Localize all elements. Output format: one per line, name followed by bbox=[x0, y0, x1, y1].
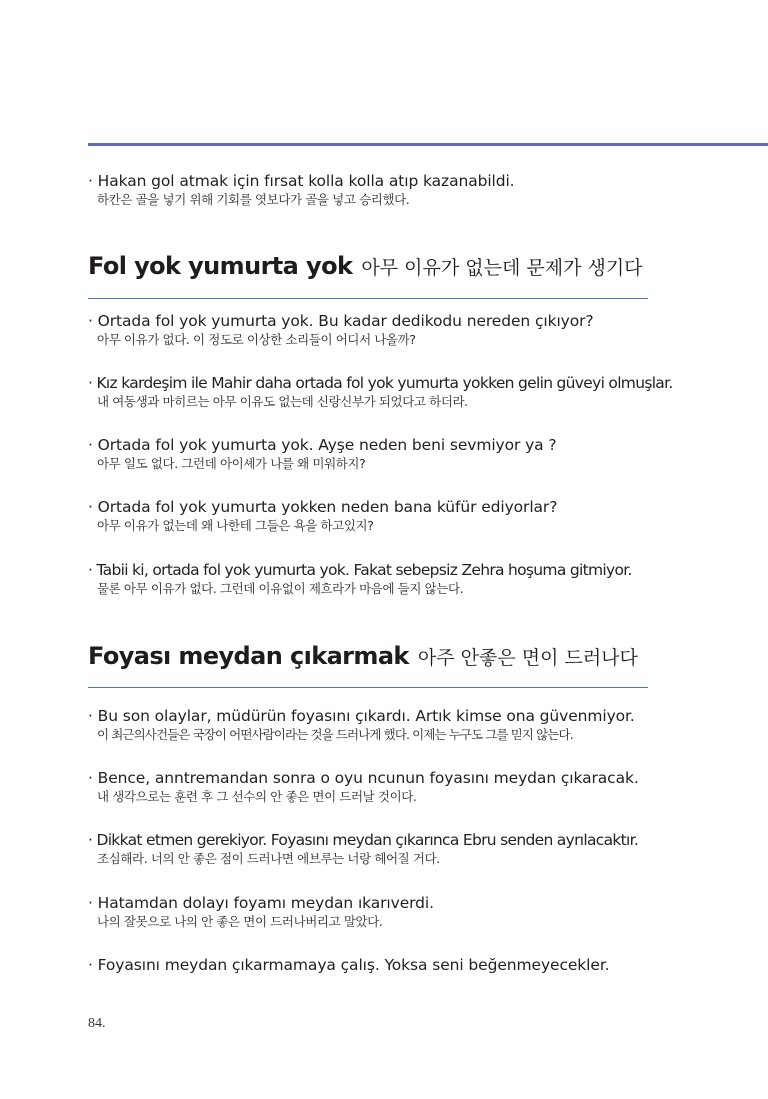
section-heading bbox=[88, 642, 638, 670]
turkish-sentence: · Dikkat etmen gerekiyor. Foyasını meydan çıkarınca Ebru senden ayrılacaktır. bbox=[88, 831, 639, 849]
korean-translation: 아무 이유가 없는데 왜 나한테 그들은 욕을 하고있지? bbox=[97, 518, 374, 533]
example-item bbox=[88, 373, 673, 411]
page-number: 84. bbox=[88, 1016, 106, 1031]
korean-translation: 나의 잘못으로 나의 안 좋은 면이 드러나버리고 말았다. bbox=[97, 914, 383, 929]
turkish-sentence: · Hatamdan dolayı foyamı meydan ıkarıverdi. bbox=[88, 894, 434, 912]
heading-korean: 아무 이유가 없는데 문제가 생기다 bbox=[361, 257, 643, 279]
example-item bbox=[88, 830, 668, 868]
example-item bbox=[88, 893, 668, 931]
heading-korean: 아주 안좋은 면이 드러나다 bbox=[417, 647, 638, 669]
example-item bbox=[88, 706, 668, 744]
example-item bbox=[88, 955, 668, 975]
turkish-sentence: · Hakan gol atmak için fırsat kolla kolla atıp kazanabildi. bbox=[88, 172, 515, 190]
korean-translation: 물론 아무 이유가 없다. 그런데 이유없이 제흐라가 마음에 들지 않는다. bbox=[97, 581, 464, 596]
section-rule bbox=[88, 298, 648, 299]
example-item bbox=[88, 171, 668, 209]
example-item bbox=[88, 435, 668, 473]
turkish-sentence: · Tabii ki, ortada fol yok yumurta yok. Fakat sebepsiz Zehra hoşuma gitmiyor. bbox=[88, 561, 632, 579]
turkish-sentence: · Ortada fol yok yumurta yok. Bu kadar dedikodu nereden çıkıyor? bbox=[88, 312, 594, 330]
section-rule bbox=[88, 687, 648, 688]
korean-translation: 내 여동생과 마히르는 아무 이유도 없는데 신랑신부가 되었다고 하더라. bbox=[97, 394, 468, 409]
example-item bbox=[88, 768, 668, 806]
heading-turkish: Fol yok yumurta yok bbox=[88, 252, 353, 280]
example-item bbox=[88, 560, 668, 598]
korean-translation: 조심해라. 너의 안 좋은 점이 드러나면 에브루는 너랑 헤어질 거다. bbox=[97, 851, 440, 866]
korean-translation: 내 생각으로는 훈련 후 그 선수의 안 좋은 면이 드러날 것이다. bbox=[97, 789, 417, 804]
korean-translation: 아무 일도 없다. 그런데 아이셰가 나를 왜 미워하지? bbox=[97, 456, 366, 471]
turkish-sentence: · Bu son olaylar, müdürün foyasını çıkardı. Artık kimse ona güvenmiyor. bbox=[88, 707, 635, 725]
example-item bbox=[88, 311, 668, 349]
turkish-sentence: · Kız kardeşim ile Mahir daha ortada fol yok yumurta yokken gelin güveyi olmuşlar. bbox=[88, 374, 673, 392]
turkish-sentence: · Ortada fol yok yumurta yok. Ayşe neden beni sevmiyor ya ? bbox=[88, 436, 557, 454]
top-rule bbox=[88, 143, 768, 146]
turkish-sentence: · Foyasını meydan çıkarmamaya çalış. Yoksa seni beğenmeyecekler. bbox=[88, 956, 610, 974]
turkish-sentence: · Ortada fol yok yumurta yokken neden bana küfür ediyorlar? bbox=[88, 498, 558, 516]
korean-translation: 아무 이유가 없다. 이 정도로 이상한 소리들이 어디서 나올까? bbox=[97, 332, 416, 347]
section-heading bbox=[88, 252, 643, 280]
example-item bbox=[88, 497, 668, 535]
turkish-sentence: · Bence, anntremandan sonra o oyu ncunun foyasını meydan çıkaracak. bbox=[88, 769, 639, 787]
heading-turkish: Foyası meydan çıkarmak bbox=[88, 642, 409, 670]
korean-translation: 하칸은 골을 넣기 위해 기회를 엿보다가 골을 넣고 승리했다. bbox=[97, 192, 410, 207]
korean-translation: 이 최근의사건들은 국장이 어떤사람이라는 것을 드러나게 했다. 이제는 누구도 그를 믿지 않는다. bbox=[97, 727, 573, 742]
